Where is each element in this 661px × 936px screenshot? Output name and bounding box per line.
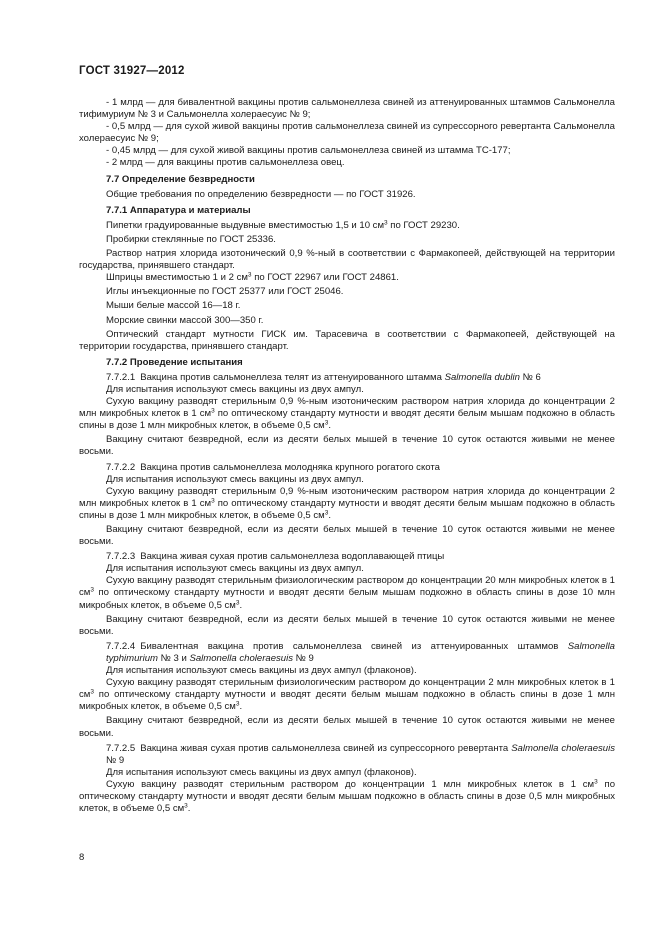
- section-heading-7-7-2: 7.7.2 Проведение испытания: [106, 356, 243, 368]
- list-item: - 0,45 млрд — для сухой живой вакцины против сальмонеллеза свиней из штамма ТС-177;: [106, 145, 511, 157]
- paragraph: Сухую вакцину разводят стерильным раствором до концентрации 1 млн микробных клеток в 1 $см^3$ по оптическому стандарту мутности и вводят десяти белым мышам подкожно в область спины в дозе 0,5 млн микробных клеток, в объеме 0,5 $см^3$.: [79, 778, 615, 815]
- section-heading-7-7-1: 7.7.1 Аппаратура и материалы: [106, 204, 251, 216]
- paragraph: Раствор натрия хлорида изотонический 0,9 %-ный в соответствии с Фармакопеей, действующей на территории государства, принявшего стандарт.: [79, 248, 615, 272]
- paragraph: Вакцину считают безвредной, если из десяти белых мышей в течение 10 суток остаются живыми не менее восьми.: [79, 524, 615, 548]
- paragraph: Для испытания используют смесь вакцины из двух ампул.: [106, 383, 364, 395]
- paragraph: Мыши белые массой 16—18 г.: [106, 300, 241, 312]
- paragraph: Пробирки стеклянные по ГОСТ 25336.: [106, 233, 276, 245]
- paragraph: Общие требования по определению безвредности — по ГОСТ 31926.: [106, 188, 416, 200]
- list-item: - 0,5 млрд — для сухой живой вакцины против сальмонеллеза свиней из супрессорного ревертанта Сальмонелла холераесуис № 9;: [79, 121, 615, 145]
- page-number: 8: [79, 852, 85, 863]
- paragraph: Вакцину считают безвредной, если из десяти белых мышей в течение 10 суток остаются живыми не менее восьми.: [79, 715, 615, 739]
- list-item: - 1 млрд — для бивалентной вакцины против сальмонеллеза свиней из аттенуированных штаммов Сальмонелла тифимуриум № 3 и Сальмонелла холераесуис № 9;: [79, 97, 615, 121]
- subsection-heading: 7.7.2.2 Вакцина против сальмонеллеза молодняка крупного рогатого скота: [106, 461, 440, 473]
- subsection-heading: 7.7.2.5 Вакцина живая сухая против сальмонеллеза свиней из супрессорного ревертанта Salmonella choleraesuis № 9: [106, 742, 615, 766]
- paragraph: Иглы инъекционные по ГОСТ 25377 или ГОСТ 25046.: [106, 286, 344, 298]
- subsection-heading: 7.7.2.4 Бивалентная вакцина против сальмонеллеза свиней из аттенуированных штаммов Salmonella typhimurium № 3 и Salmonella choleraesuis № 9: [106, 640, 615, 664]
- subsection-heading: 7.7.2.1 Вакцина против сальмонеллеза телят из аттенуированного штамма Salmonella dublin № 6: [106, 371, 541, 383]
- paragraph: Для испытания используют смесь вакцины из двух ампул (флаконов).: [106, 665, 417, 677]
- paragraph: Шприцы вместимостью 1 и 2 $см^3$ по ГОСТ 22967 или ГОСТ 24861.: [106, 271, 399, 284]
- document-body: [79, 97, 615, 815]
- paragraph: Для испытания используют смесь вакцины из двух ампул.: [106, 473, 364, 485]
- paragraph: Для испытания используют смесь вакцины из двух ампул.: [106, 563, 364, 575]
- paragraph: Сухую вакцину разводят стерильным физиологическим раствором до концентрации 20 млн микробных клеток в 1 $см^3$ по оптическому стандарту мутности и вводят десяти белым мышам подкожно в область спины в дозе 10 млн микробных клеток, в объеме 0,5 $см^3$.: [79, 575, 615, 611]
- paragraph: Сухую вакцину разводят стерильным физиологическим раствором до концентрации 2 млн микробных клеток в 1 $см^3$ по оптическому стандарту мутности и вводят десяти белым мышам подкожно в область спины в дозе 1 млн микробных клеток, в объеме 0,5 $см^3$.: [79, 677, 615, 713]
- paragraph: Морские свинки массой 300—350 г.: [106, 314, 264, 326]
- list-item: - 2 млрд — для вакцины против сальмонеллеза овец.: [106, 157, 345, 169]
- paragraph: Оптический стандарт мутности ГИСК им. Тарасевича в соответствии с Фармакопеей, действующей на территории государства, принявшего стандарт.: [79, 328, 615, 352]
- paragraph: Сухую вакцину разводят стерильным 0,9 %-ным изотоническим раствором натрия хлорида до концентрации 2 млн микробных клеток в 1 $см^3$ по оптическому стандарту мутности и вводят десяти белым мышам подкожно в область спины в дозе 1 млн микробных клеток, в объеме 0,5 $см^3$.: [79, 485, 615, 521]
- paragraph: Вакцину считают безвредной, если из десяти белых мышей в течение 10 суток остаются живыми не менее восьми.: [79, 434, 615, 458]
- paragraph: Сухую вакцину разводят стерильным 0,9 %-ным изотоническим раствором натрия хлорида до концентрации 2 млн микробных клеток в 1 $см^3$ по оптическому стандарту мутности и вводят десяти белым мышам подкожно в область спины в дозе 1 млн микробных клеток, в объеме 0,5 $см^3$.: [79, 396, 615, 432]
- section-heading-7-7: 7.7 Определение безвредности: [106, 173, 255, 185]
- paragraph: Пипетки градуированные выдувные вместимостью 1,5 и 10 $см^3$ по ГОСТ 29230.: [106, 219, 460, 231]
- paragraph: Вакцину считают безвредной, если из десяти белых мышей в течение 10 суток остаются живыми не менее восьми.: [79, 613, 615, 637]
- document-header: ГОСТ 31927—2012: [79, 65, 185, 77]
- subsection-heading: 7.7.2.3 Вакцина живая сухая против сальмонеллеза водоплавающей птицы: [106, 551, 445, 563]
- paragraph: Для испытания используют смесь вакцины из двух ампул (флаконов).: [106, 766, 417, 778]
